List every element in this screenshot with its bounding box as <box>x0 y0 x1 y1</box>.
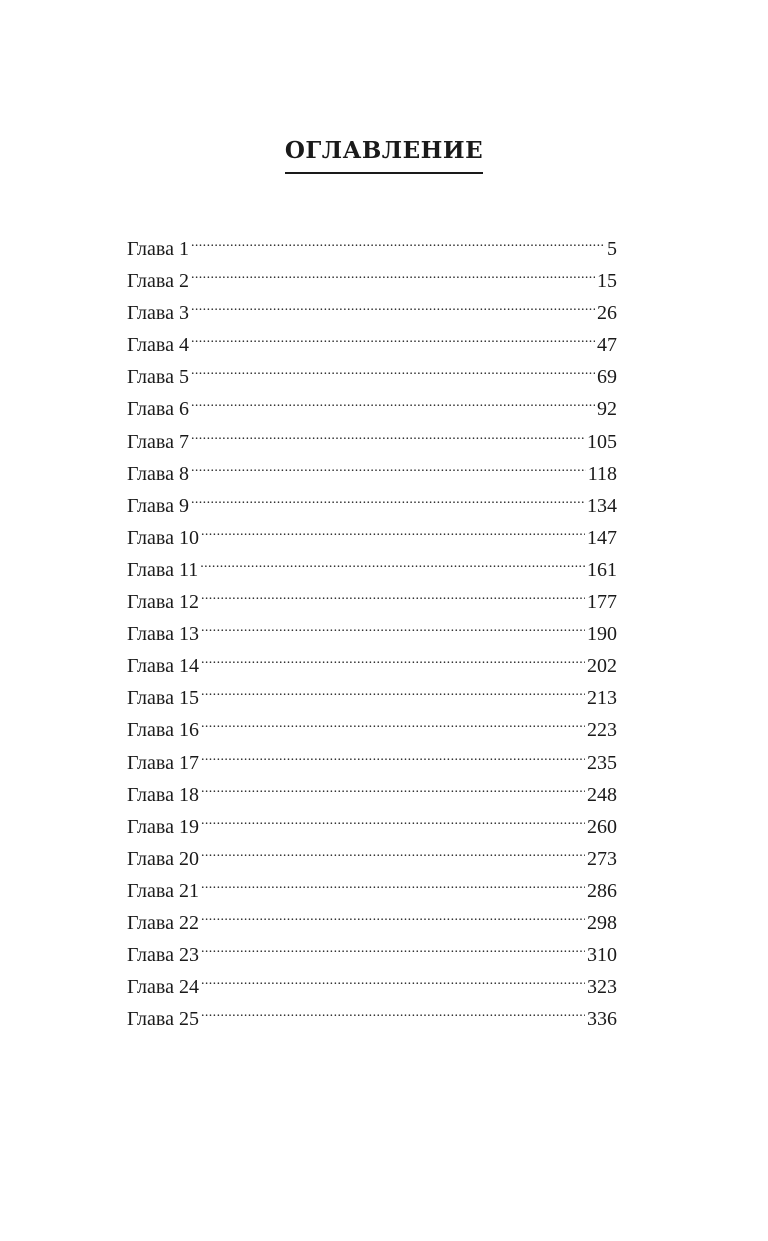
toc-entry-label: Глава 21 <box>127 879 199 902</box>
toc-entry-page: 26 <box>597 302 617 325</box>
toc-dot-leader <box>201 512 585 544</box>
toc-entry-page: 147 <box>587 526 617 549</box>
toc-entry-page: 260 <box>587 815 617 838</box>
toc-entry-page: 223 <box>587 719 617 742</box>
toc-entry[interactable] <box>127 897 617 934</box>
toc-entry-page: 323 <box>587 976 617 999</box>
toc-entry-page: 134 <box>587 494 617 517</box>
toc-entry-page: 69 <box>597 366 617 389</box>
toc-entry-page: 105 <box>587 430 617 453</box>
toc-entry-page: 202 <box>587 655 617 678</box>
toc-entry[interactable] <box>127 223 617 260</box>
toc-entry-page: 15 <box>597 270 617 293</box>
toc-entry[interactable] <box>127 672 617 710</box>
toc-dot-leader <box>201 576 585 608</box>
toc-dot-leader <box>191 351 595 383</box>
toc-entry-label: Глава 17 <box>127 751 199 774</box>
toc-dot-leader <box>200 544 585 576</box>
toc-entry-label: Глава 12 <box>127 591 199 614</box>
toc-entry[interactable] <box>127 576 617 614</box>
table-of-contents <box>127 223 617 1031</box>
toc-entry-page: 273 <box>587 847 617 870</box>
toc-entry-page: 161 <box>587 558 617 581</box>
toc-entry-page: 336 <box>587 1008 617 1031</box>
toc-entry-label: Глава 5 <box>127 366 189 389</box>
toc-heading: ОГЛАВЛЕНИЕ <box>285 136 483 174</box>
toc-entry-page: 286 <box>587 879 617 902</box>
toc-entry[interactable] <box>127 801 617 838</box>
toc-dot-leader <box>191 223 605 255</box>
toc-entry[interactable] <box>127 448 617 485</box>
toc-entry-page: 248 <box>587 783 617 806</box>
toc-entry-label: Глава 19 <box>127 815 199 838</box>
toc-dot-leader <box>191 319 595 351</box>
toc-entry-label: Глава 6 <box>127 398 189 421</box>
toc-entry-label: Глава 4 <box>127 334 189 357</box>
toc-entry-label: Глава 8 <box>127 462 189 485</box>
toc-entry[interactable] <box>127 255 617 293</box>
toc-entry-label: Глава 10 <box>127 526 199 549</box>
toc-dot-leader <box>201 897 585 929</box>
toc-entry[interactable] <box>127 640 617 678</box>
toc-entry-label: Глава 25 <box>127 1008 199 1031</box>
toc-entry[interactable] <box>127 351 617 389</box>
toc-dot-leader <box>201 640 585 672</box>
toc-entry-page: 118 <box>587 462 617 485</box>
toc-entry-label: Глава 24 <box>127 976 199 999</box>
toc-entry-label: Глава 13 <box>127 623 199 646</box>
toc-entry-page: 92 <box>597 398 617 421</box>
toc-entry-label: Глава 9 <box>127 494 189 517</box>
toc-entry-label: Глава 3 <box>127 302 189 325</box>
toc-entry-page: 310 <box>587 944 617 967</box>
toc-entry-label: Глава 15 <box>127 687 199 710</box>
toc-entry[interactable] <box>127 865 617 902</box>
toc-entry[interactable] <box>127 833 617 870</box>
toc-dot-leader <box>201 929 585 961</box>
toc-entry[interactable] <box>127 480 617 517</box>
toc-dot-leader <box>201 833 585 865</box>
toc-entry-page: 213 <box>587 687 617 710</box>
toc-entry-page: 5 <box>607 238 617 260</box>
toc-entry-page: 177 <box>587 591 617 614</box>
toc-dot-leader <box>191 416 585 448</box>
toc-dot-leader <box>201 865 585 897</box>
toc-entry-label: Глава 1 <box>127 238 189 260</box>
toc-dot-leader <box>201 672 585 704</box>
toc-entry-page: 298 <box>587 911 617 934</box>
toc-dot-leader <box>201 801 585 833</box>
toc-entry[interactable] <box>127 512 617 549</box>
toc-entry-label: Глава 20 <box>127 847 199 870</box>
toc-entry[interactable] <box>127 737 617 774</box>
toc-dot-leader <box>191 480 585 512</box>
toc-entry[interactable] <box>127 608 617 646</box>
toc-entry-label: Глава 23 <box>127 944 199 967</box>
toc-entry-page: 235 <box>587 751 617 774</box>
toc-dot-leader <box>201 961 585 993</box>
toc-entry[interactable] <box>127 287 617 325</box>
toc-dot-leader <box>201 769 585 801</box>
toc-dot-leader <box>191 255 595 287</box>
toc-dot-leader <box>201 737 585 769</box>
toc-dot-leader <box>201 993 585 1025</box>
toc-entry-label: Глава 22 <box>127 911 199 934</box>
toc-entry[interactable] <box>127 544 617 581</box>
toc-entry[interactable] <box>127 416 617 453</box>
toc-entry-label: Глава 16 <box>127 719 199 742</box>
toc-entry[interactable] <box>127 929 617 967</box>
toc-dot-leader <box>201 704 585 736</box>
toc-entry[interactable] <box>127 319 617 357</box>
toc-entry[interactable] <box>127 383 617 421</box>
toc-dot-leader <box>191 383 595 415</box>
toc-entry-label: Глава 7 <box>127 430 189 453</box>
toc-dot-leader <box>191 287 595 319</box>
toc-entry[interactable] <box>127 704 617 742</box>
toc-entry-label: Глава 2 <box>127 270 189 293</box>
toc-dot-leader <box>191 448 586 480</box>
toc-entry-label: Глава 18 <box>127 783 199 806</box>
toc-entry[interactable] <box>127 961 617 999</box>
toc-entry[interactable] <box>127 993 617 1031</box>
toc-entry[interactable] <box>127 769 617 806</box>
toc-entry-page: 190 <box>587 623 617 646</box>
toc-heading-block <box>0 136 768 174</box>
toc-entry-label: Глава 14 <box>127 655 199 678</box>
toc-dot-leader <box>201 608 585 640</box>
toc-entry-label: Глава 11 <box>127 558 199 581</box>
toc-entry-page: 47 <box>597 334 617 357</box>
